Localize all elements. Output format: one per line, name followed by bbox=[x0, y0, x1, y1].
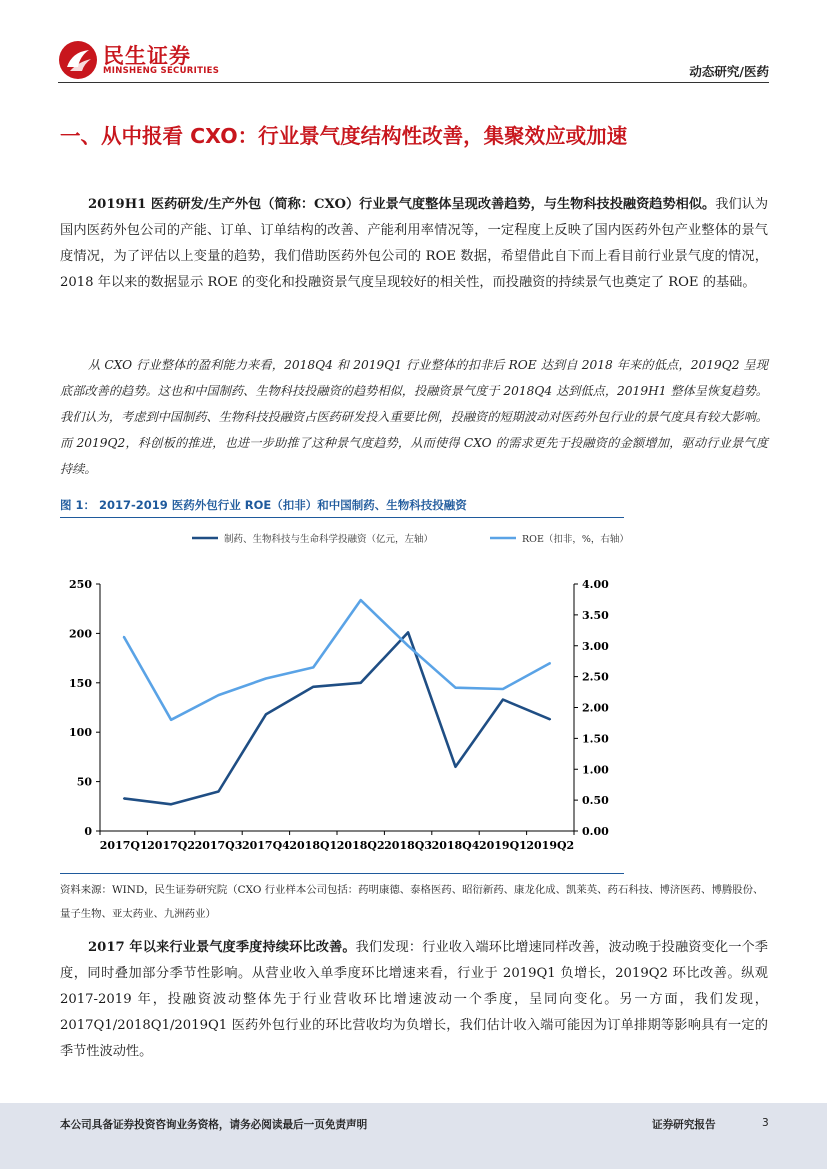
x-tick-label: 2018Q4 bbox=[431, 839, 480, 852]
x-tick-label: 2019Q1 bbox=[478, 839, 527, 852]
x-tick-label: 2017Q4 bbox=[241, 839, 290, 852]
y-right-tick-label: 3.00 bbox=[582, 639, 609, 653]
logo-chinese-name: 民生证券 bbox=[103, 44, 191, 68]
figure-bottom-rule bbox=[60, 873, 624, 874]
point-investment bbox=[170, 804, 172, 806]
point-investment bbox=[455, 766, 457, 768]
point-roe bbox=[123, 636, 125, 638]
y-right-tick-label: 0.50 bbox=[582, 794, 609, 808]
chart-container bbox=[60, 520, 624, 862]
legend-label-investment: 制药、生物科技与生命科学投融资（亿元，左轴） bbox=[224, 534, 434, 545]
logo-english-name: MINSHENG SECURITIES bbox=[103, 66, 220, 76]
x-tick-label: 2017Q1 bbox=[99, 839, 148, 852]
point-roe bbox=[455, 687, 457, 689]
paragraph-roe-trend bbox=[60, 192, 768, 296]
point-roe bbox=[360, 599, 362, 601]
paragraph-lead: 2019H1 医药研发/生产外包（简称：CXO）行业景气度整体呈现改善趋势，与生物科技投融资趋势相似。 bbox=[88, 197, 716, 212]
paragraph-body: 我们发现：行业收入端环比增速同样改善，波动晚于投融资变化一个季度，同时叠加部分季节性影响。从营业收入单季度环比增速来看，行业于 2019Q1 负增长，2019Q2 环比改善。纵观 2017-2019 年，投融资波动整体先于行业营收环比增速波动一个季度，呈同向变化。另一方面，我们发现，2017Q1/2018Q1/2019Q1 医药外包行业的环比营收均为负增长，我们估计收入端可能因为订单排期等影响具有一定的季节性波动性。 bbox=[60, 940, 768, 1059]
point-roe bbox=[407, 645, 409, 647]
x-tick-label: 2018Q3 bbox=[384, 839, 433, 852]
series-line-roe bbox=[124, 600, 551, 720]
report-type-label: 动态研究/医药 bbox=[689, 64, 769, 79]
y-right-tick-label: 2.00 bbox=[582, 701, 609, 715]
y-left-tick-label: 150 bbox=[69, 676, 92, 690]
section-title: 一、从中报看 CXO：行业景气度结构性改善，集聚效应或加速 bbox=[60, 124, 628, 148]
figure-title: 图 1： 2017-2019 医药外包行业 ROE（扣非）和中国制药、生物科技投融资 bbox=[60, 498, 467, 512]
point-investment bbox=[313, 686, 315, 688]
point-investment bbox=[265, 714, 267, 716]
point-roe bbox=[502, 688, 504, 690]
y-right-tick-label: 1.00 bbox=[582, 763, 609, 777]
y-left-tick-label: 0 bbox=[84, 825, 92, 838]
point-investment bbox=[360, 682, 362, 684]
page-header bbox=[0, 0, 827, 90]
y-left-tick-label: 100 bbox=[69, 726, 92, 740]
paragraph-lead: 2017 年以来行业景气度季度持续环比改善。 bbox=[88, 940, 356, 955]
x-tick-label: 2019Q2 bbox=[526, 839, 575, 852]
point-roe bbox=[218, 694, 220, 696]
x-tick-label: 2017Q2 bbox=[147, 839, 196, 852]
y-right-tick-label: 3.50 bbox=[582, 608, 609, 622]
legend-label-roe: ROE（扣非，%，右轴） bbox=[522, 534, 624, 545]
point-investment bbox=[123, 798, 125, 800]
point-roe bbox=[265, 678, 267, 680]
footer-report-label: 证券研究报告 bbox=[652, 1119, 716, 1131]
y-right-tick-label: 4.00 bbox=[582, 578, 609, 591]
header-divider bbox=[58, 82, 769, 83]
page-number: 3 bbox=[762, 1117, 769, 1129]
y-right-tick-label: 1.50 bbox=[582, 732, 609, 746]
figure-source-note: 资料来源：WIND，民生证券研究院（CXO 行业样本公司包括：药明康德、泰格医药、昭衍新药、康龙化成、凯莱英、药石科技、博济医药、博腾股份、量子生物、亚太药业、九洲药业） bbox=[60, 884, 764, 920]
point-investment bbox=[407, 632, 409, 634]
figure-top-rule bbox=[60, 517, 624, 518]
point-investment bbox=[502, 699, 504, 701]
y-left-tick-label: 200 bbox=[69, 627, 92, 641]
series-line-investment bbox=[124, 632, 551, 804]
page-footer bbox=[0, 1103, 827, 1169]
paragraph-body: 我们认为国内医药外包公司的产能、订单、订单结构的改善、产能利用率情况等，一定程度上反映了国内医药外包产业整体的景气度情况，为了评估以上变量的趋势，我们借助医药外包公司的 ROE 数据，希望借此自下而上看目前行业景气度的情况，2018 年以来的数据显示 ROE 的变化和投融资景气度呈现较好的相关性，而投融资的持续景气也奠定了 ROE 的基础。 bbox=[60, 197, 769, 290]
paragraph-profitability: 从 CXO 行业整体的盈利能力来看，2018Q4 和 2019Q1 行业整体的扣非后 ROE 达到自 2018 年来的低点，2019Q2 呈现底部改善的趋势。这也和中国制药、生物科技投融资的趋势相似，投融资景气度于 2018Q4 达到低点，2019H1 整体呈恢复趋势。我们认为，考虑到中国制药、生物科技投融资占医药研发投入重要比例，投融资的短期波动对医药外包行业的景气度具有较大影响。而 2019Q2，科创板的推进，也进一步助推了这种景气度趋势，从而使得 CXO 的需求更先于投融资的金额增加，驱动行业景气度持续。 bbox=[60, 358, 768, 476]
footer-disclaimer: 本公司具备证券投资咨询业务资格，请务必阅读最后一页免责声明 bbox=[60, 1119, 368, 1131]
x-tick-label: 2017Q3 bbox=[194, 839, 243, 852]
point-roe bbox=[313, 667, 315, 669]
point-investment bbox=[218, 791, 220, 793]
point-investment bbox=[550, 719, 552, 721]
line-chart bbox=[60, 520, 624, 862]
y-right-tick-label: 2.50 bbox=[582, 670, 609, 684]
minsheng-logo-icon bbox=[58, 40, 98, 80]
x-tick-label: 2018Q1 bbox=[289, 839, 338, 852]
y-left-tick-label: 50 bbox=[76, 775, 92, 789]
point-roe bbox=[170, 719, 172, 721]
point-roe bbox=[550, 662, 552, 664]
y-right-tick-label: 0.00 bbox=[582, 825, 609, 838]
x-tick-label: 2018Q2 bbox=[336, 839, 385, 852]
paragraph-seasonality bbox=[60, 935, 768, 1065]
y-left-tick-label: 250 bbox=[69, 578, 92, 591]
